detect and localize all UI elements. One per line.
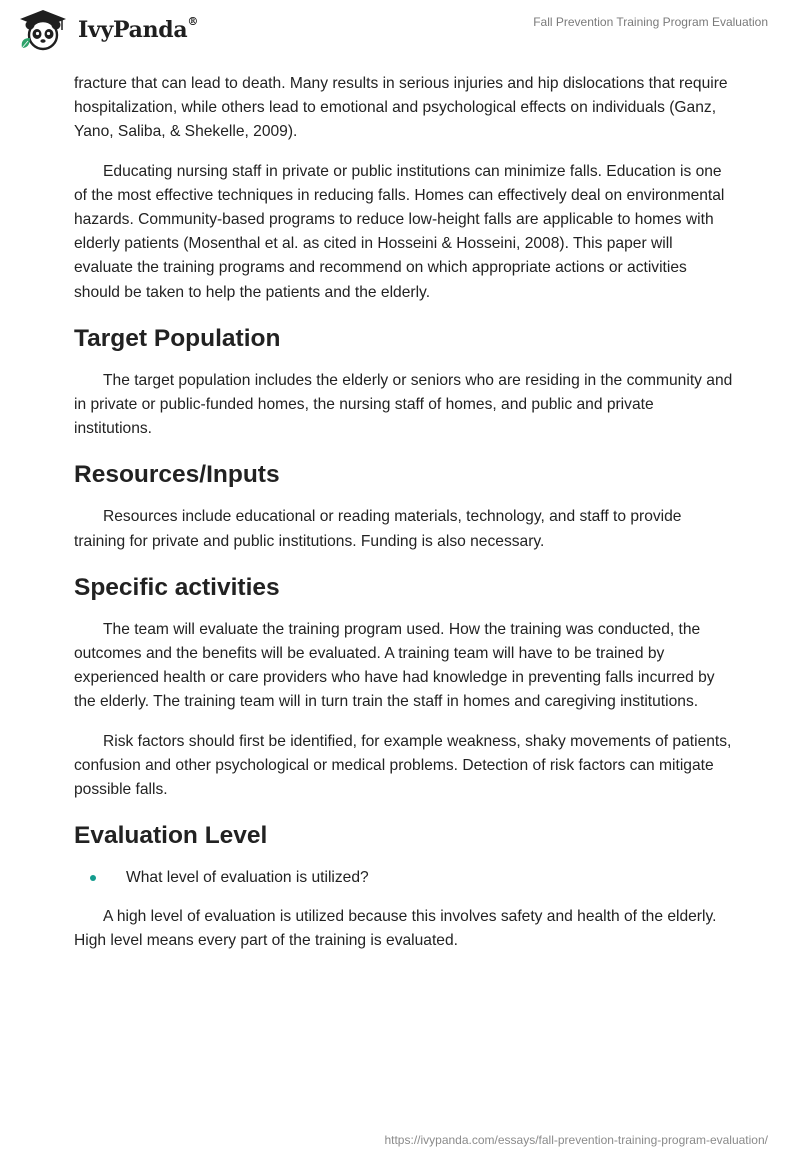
paragraph-activities-2: Risk factors should first be identified, for example weakness, shaky movements of patients, confusion and other psychological or medical problems. Detection of risk factors can mitigate possible falls. [74,732,732,799]
document-title: Fall Prevention Training Program Evaluation [533,15,768,29]
heading-evaluation-level: Evaluation Level [74,822,268,850]
paragraph-evaluation: A high level of evaluation is utilized because this involves safety and health of the elderly. High level means every part of the training is evaluated. [74,908,717,950]
ivypanda-logo[interactable] [14,8,198,52]
list-item [74,866,734,890]
heading-specific-activities: Specific activities [74,573,280,601]
bullet-dot-icon [90,875,96,881]
brand-name: IvyPanda® [78,15,199,43]
article-body [74,72,734,969]
panda-graduate-icon [14,8,72,52]
heading-target-population: Target Population [74,324,281,352]
list-item-text: What level of evaluation is utilized? [126,869,369,887]
paragraph-target-population: The target population includes the elderly or seniors who are residing in the community and in private or public-funded homes, the nursing staff of homes, and public and private institutions. [74,371,733,438]
source-url[interactable]: https://ivypanda.com/essays/fall-prevention-training-program-evaluation/ [384,1133,768,1147]
bullet-list [74,866,734,890]
paragraph-1: fracture that can lead to death. Many results in serious injuries and hip dislocations that require hospitalization, while others lead to emotional and psychological effects on individuals (Ganz, Yano, Saliba, & Shekelle, 2009). [74,75,728,141]
paragraph-activities-1: The team will evaluate the training program used. How the training was conducted, the outcomes and the benefits will be evaluated. A training team will have to be trained by experienced health or care providers who have had knowledge in preventing falls incurred by the elderly. The training team will in turn train the staff in homes and caregiving institutions. [74,620,715,711]
heading-resources-inputs: Resources/Inputs [74,461,280,489]
paragraph-2: Educating nursing staff in private or public institutions can minimize falls. Education is one of the most effective techniques in reducing falls. Homes can effectively deal on environmental hazards. Community-based programs to reduce low-height falls are applicable to homes with elderly patients (Mosenthal et al. as cited in Hosseini & Hosseini, 2008). This paper will evaluate the training programs and recommend on which appropriate actions or activities should be taken to help the patients and the elderly. [74,162,725,301]
page-header [0,0,800,66]
paragraph-resources: Resources include educational or reading materials, technology, and staff to provide training for private and public institutions. Funding is also necessary. [74,508,682,550]
